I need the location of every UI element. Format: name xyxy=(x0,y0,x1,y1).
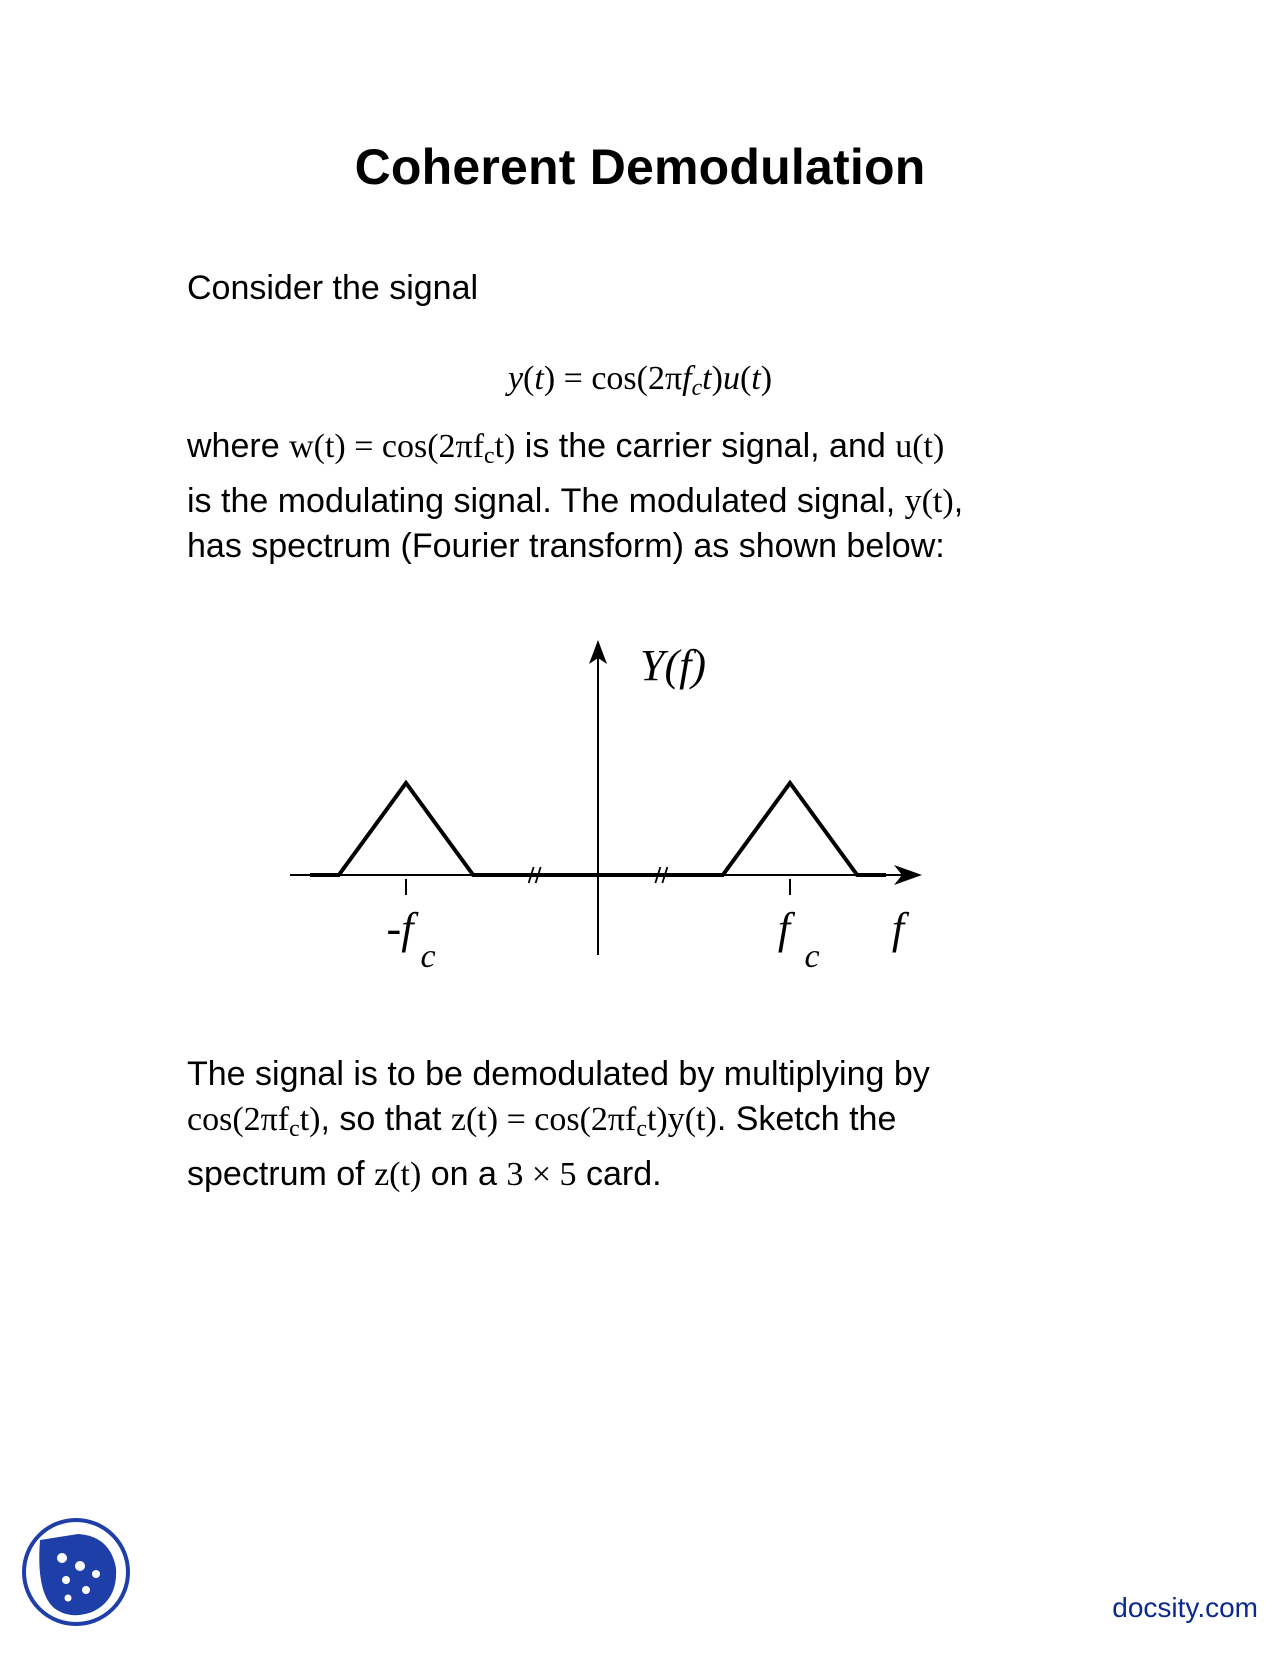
logo-mark xyxy=(20,1516,132,1628)
page-title: Coherent Demodulation xyxy=(354,139,926,195)
carrier-line-3: has spectrum (Fourier transform) as shown below: xyxy=(187,526,945,565)
x-axis-label: f xyxy=(891,904,905,953)
y-axis-label: Y(f) xyxy=(640,641,706,690)
intro-text: Consider the signal xyxy=(187,269,479,307)
demod-line-1: The signal is to be demodulated by multiplying by xyxy=(187,1055,930,1093)
x-tick-sub-0: c xyxy=(420,938,436,975)
demod-line-3: spectrum of z(t) on a 3 × 5 card. xyxy=(187,1154,662,1193)
display-equation: $y(t) = \cos(2\pi f_ct)u(t)$ xyxy=(507,360,773,401)
brand-link[interactable]: docsity.com xyxy=(1112,1592,1258,1623)
docsity-logo-icon[interactable] xyxy=(20,1516,132,1633)
x-tick-label-0: -f xyxy=(386,904,414,953)
demodulation-paragraph xyxy=(187,1052,1087,1197)
spectrum-figure xyxy=(290,640,950,995)
spectrum-chart xyxy=(290,640,950,990)
carrier-paragraph xyxy=(187,424,1087,569)
carrier-line-1: where $w(t) = \cos(2\pi f_ct)$ is the carrier signal, and u(t) xyxy=(187,427,945,469)
demod-line-2: $\cos(2\pi f_ct)$, so that $z(t) = \cos(2\pi f_ct)y(t)$. Sketch the xyxy=(187,1100,897,1142)
carrier-line-2: is the modulating signal. The modulated signal, y(t), xyxy=(187,481,964,520)
x-tick-sub-1: c xyxy=(804,938,820,975)
x-tick-label-1: f xyxy=(777,904,791,953)
